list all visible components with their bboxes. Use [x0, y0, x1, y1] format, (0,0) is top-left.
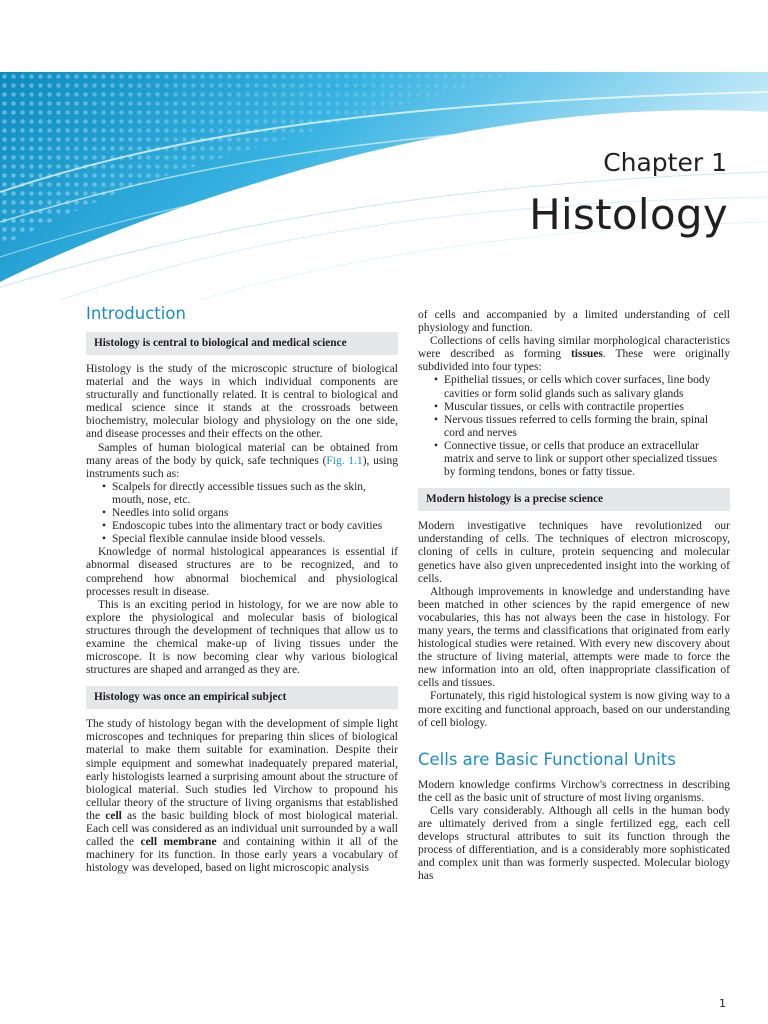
banner-graphic — [0, 72, 768, 300]
section-heading-introduction: Introduction — [86, 304, 186, 323]
text: ), using instruments such as: — [86, 454, 398, 480]
paragraph: Knowledge of normal histological appearances is essential if abnormal diseased structures are to be recognized, and to comprehend how abnormal biochemical and physiological processes result in disease. — [86, 546, 398, 598]
paragraph — [418, 335, 730, 374]
list-item: • Special flexible cannulae inside blood vessels. — [86, 533, 398, 546]
list-item: • Needles into solid organs — [86, 507, 398, 520]
paragraph — [86, 442, 398, 481]
list-item: • Epithelial tissues, or cells which cover surfaces, line body cavities or form solid glands such as salivary glands — [418, 374, 730, 400]
right-column — [418, 309, 730, 883]
paragraph: of cells and accompanied by a limited understanding of cell physiology and function. — [418, 309, 730, 335]
text: . These were originally subdivided into four types: — [418, 348, 730, 374]
subheading-box: Histology is central to biological and medical science — [86, 332, 398, 355]
paragraph: Histology is the study of the microscopic structure of biological material and the ways in which individual components are structurally and functionally related. It is central to biological and medical science since it stands at the crossroads between biochemistry, molecular biology and physiology on the one side, and disease processes and their effects on the other. — [86, 363, 398, 441]
list-item: • Scalpels for directly accessible tissues such as the skin, mouth, nose, etc. — [86, 481, 398, 507]
page-number: 1 — [719, 997, 726, 1010]
list-item: • Endoscopic tubes into the alimentary tract or body cavities — [86, 520, 398, 533]
list-item: • Muscular tissues, or cells with contractile properties — [418, 401, 730, 414]
text: Samples of human biological material can be obtained from many areas of the body by quick, safe techniques ( — [86, 441, 398, 467]
tissue-types-list — [418, 374, 730, 479]
left-column — [86, 300, 398, 875]
bold-term: cell membrane — [140, 836, 217, 849]
paragraph: This is an exciting period in histology, for we are now able to explore the physiological and molecular basis of biological structures through the development of techniques that allow us to examine the chemical make-up of living tissues under the microscope. It is now becoming clear why various biological structures are shaped and arranged as they are. — [86, 598, 398, 677]
paragraph: Cells vary considerably. Although all cells in the human body are ultimately derived from a single fertilized egg, each cell develops structural attributes to suit its function through the process of differentiation, and is a considerably more sophisticated and complex unit than was formerly suspected. Molecular biology has — [418, 804, 730, 883]
chapter-title: Histology — [529, 190, 728, 239]
text: as the basic building block of most biological material. Each cell was considered as an individual unit surrounded by a wall called the — [86, 809, 399, 849]
bold-term: tissues — [570, 348, 603, 361]
list-item: • Nervous tissues referred to cells forming the brain, spinal cord and nerves — [418, 414, 730, 440]
paragraph: Modern investigative techniques have revolutionized our understanding of cells. The techniques of electron microscopy, cloning of cells in culture, protein sequencing and molecular genetics have also given unprecedented insight into the working of cells. — [418, 520, 730, 585]
chapter-label: Chapter 1 — [603, 148, 727, 177]
text: Collections of cells having similar morphological characteristics were described as forming — [418, 335, 730, 361]
list-item: • Connective tissue, or cells that produce an extracellular matrix and serve to link or support other specialized tissues by forming tendons, bones or fatty tissue. — [418, 440, 730, 479]
paragraph — [86, 718, 398, 875]
subheading-box: Modern histology is a precise science — [418, 488, 730, 511]
text: The study of histology began with the development of simple light microscopes and techniques for preparing thin slices of biological material to make them suitable for examination. Despite their simple equipment and somewhat inadequately prepared material, early histologists learned a surprising amount about the structure of biological material. Such studies led Virchow to propound his cellular theory of the structure of living organisms that established the — [86, 718, 398, 822]
chapter-banner — [0, 72, 768, 300]
bold-term: cell — [105, 809, 122, 822]
instrument-list — [86, 481, 398, 546]
section-heading-cells: Cells are Basic Functional Units — [418, 749, 676, 769]
paragraph: Modern knowledge confirms Virchow's correctness in describing the cell as the basic unit of structure of most living organisms. — [418, 778, 730, 804]
subheading-box: Histology was once an empirical subject — [86, 686, 398, 709]
paragraph: Although improvements in knowledge and understanding have been matched in other sciences by the rapid emergence of new vocabularies, this has not always been the case in histology. For many years, the terms and classifications that originated from early histological studies were retained. With every new discovery about the structure of living material, attempts were made to force the new information into an old, often inappropriate classification of cells and tissues. — [418, 585, 730, 690]
paragraph: Fortunately, this rigid histological system is now giving way to a more exciting and functional approach, based on our understanding of cell biology. — [418, 690, 730, 729]
figure-link[interactable]: Fig. 1.1 — [326, 454, 363, 467]
text: and containing within it all of the machinery for its function. In those early years a vocabulary of histology was developed, based on light microscopic analysis — [86, 836, 398, 875]
